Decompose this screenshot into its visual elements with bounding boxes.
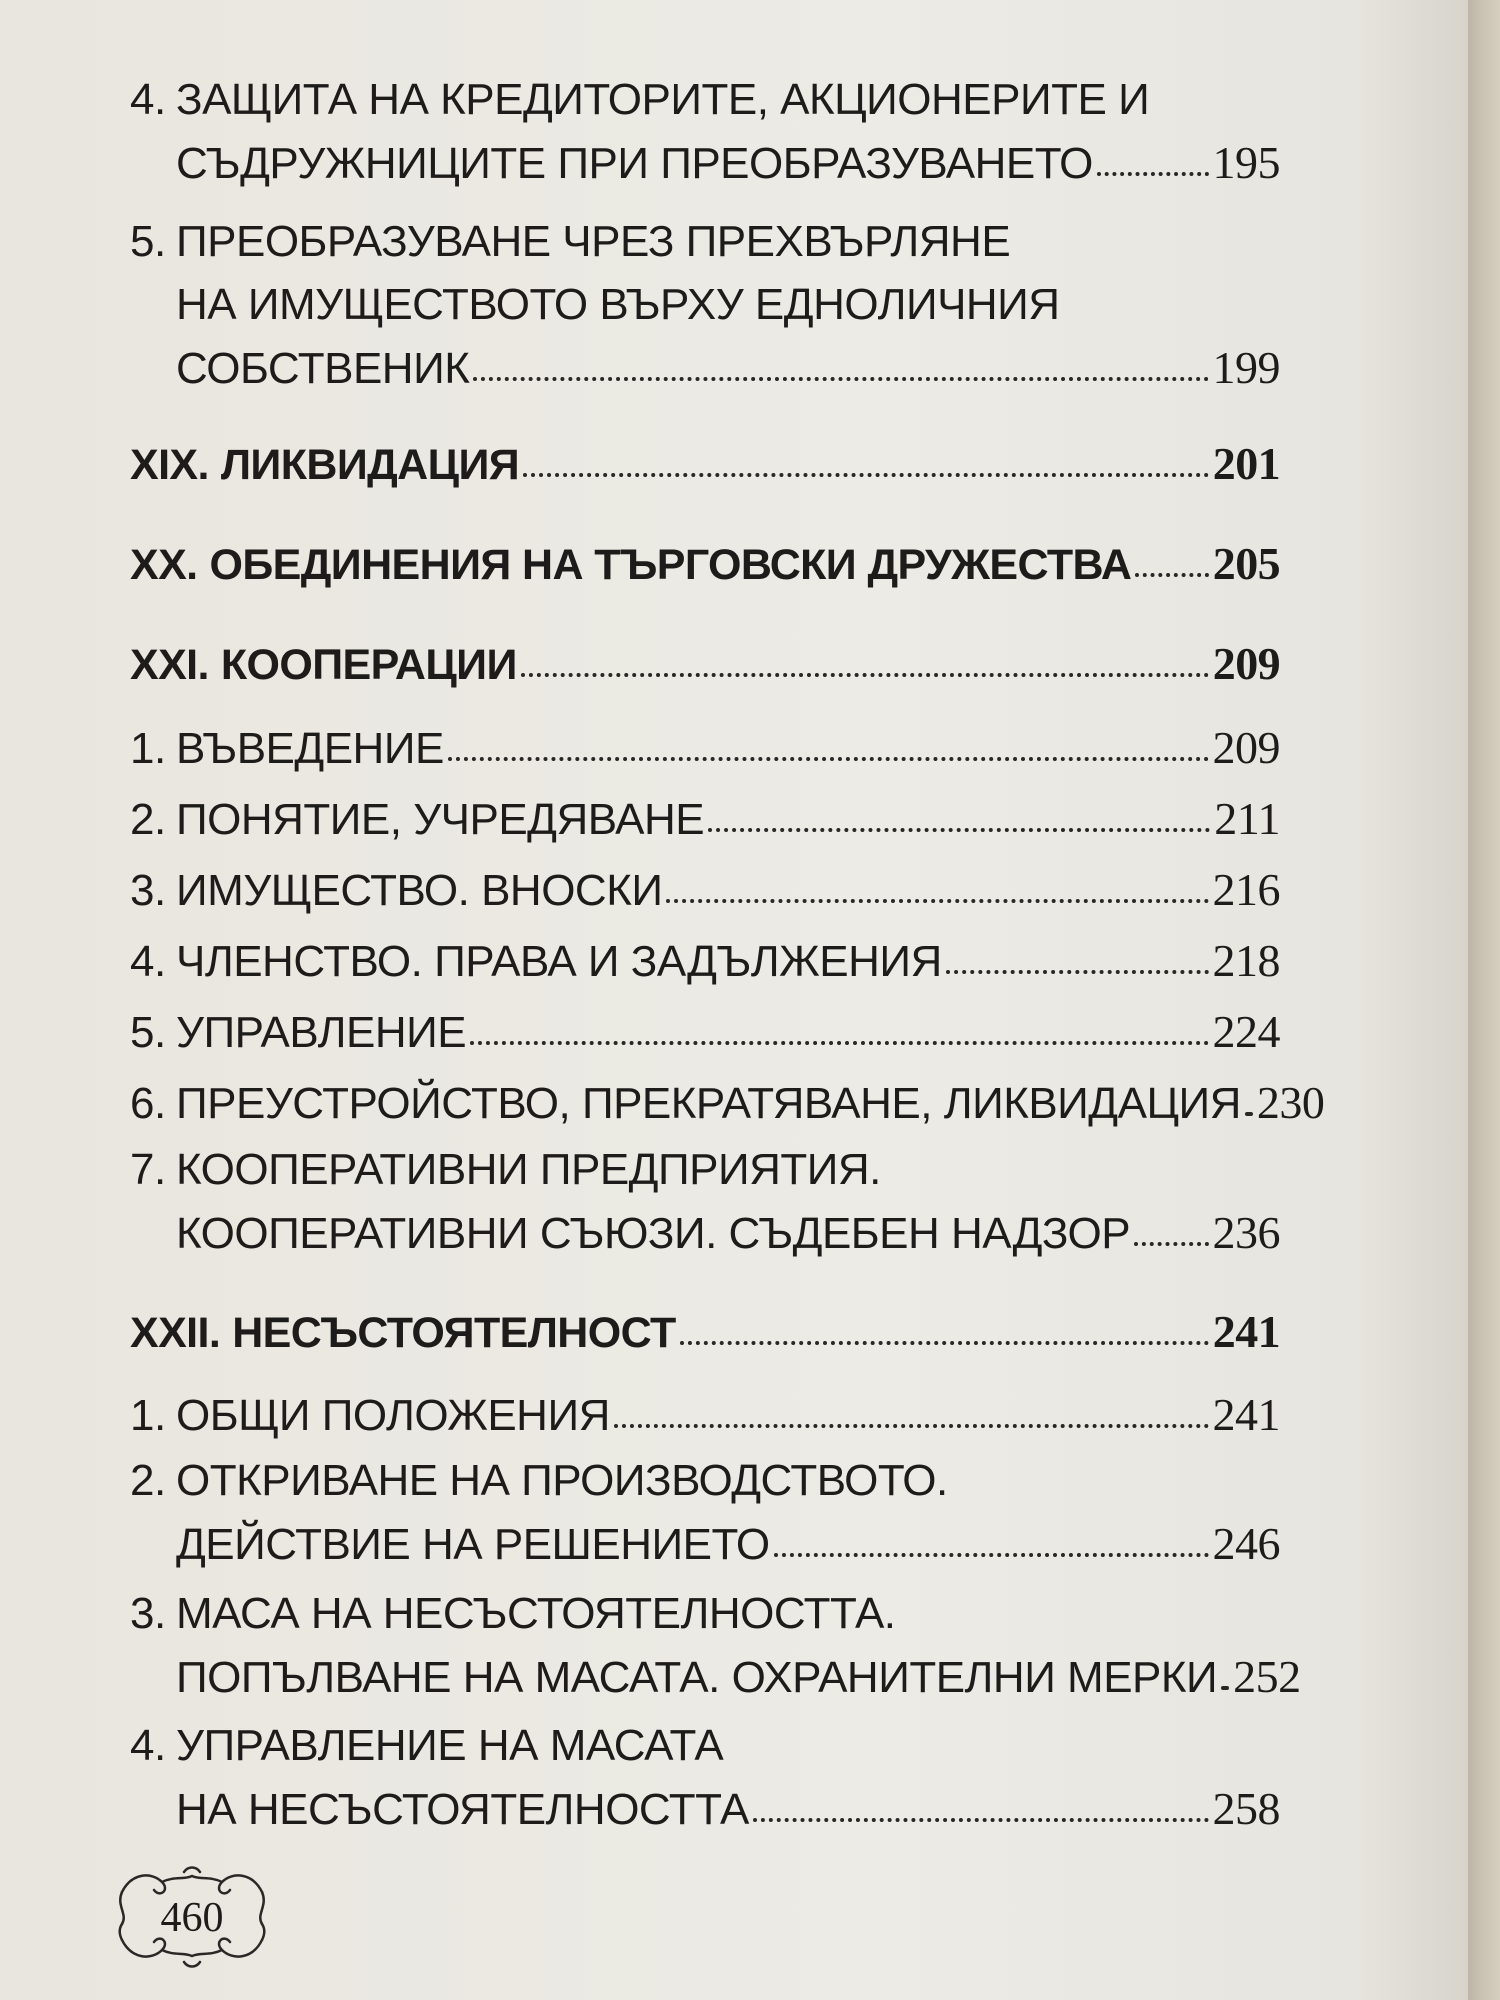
entry-page: 211 xyxy=(1214,793,1280,844)
entry-page: 201 xyxy=(1212,438,1280,489)
leader-dots xyxy=(666,899,1208,903)
entry-title-line: УПРАВЛЕНИЕ xyxy=(176,1008,467,1057)
entry-page: 195 xyxy=(1212,137,1280,188)
entry-title-line: НА ИМУЩЕСТВОТО ВЪРХУ ЕДНОЛИЧНИЯ xyxy=(176,280,1060,329)
entry-number: 1. xyxy=(130,724,166,773)
toc-entry-5-transformation xyxy=(130,210,1280,400)
chapter-title: НЕСЪСТОЯТЕЛНОСТ xyxy=(232,1309,676,1357)
toc-chapter-xxii xyxy=(130,1300,1280,1365)
entry-title-line: СОБСТВЕНИК xyxy=(176,344,470,393)
entry-page: 236 xyxy=(1212,1207,1280,1258)
entry-title-line: ЗАЩИТА НА КРЕДИТОРИТЕ, АКЦИОНЕРИТЕ И xyxy=(176,75,1150,124)
entry-number: 3. xyxy=(130,866,166,915)
entry-number: 4. xyxy=(130,937,166,986)
toc-entry-general-provisions xyxy=(130,1383,1280,1447)
toc-entry-opening-proceedings xyxy=(130,1449,1280,1576)
leader-dots xyxy=(521,673,1209,677)
leader-dots xyxy=(708,828,1210,832)
entry-title-line: ВЪВЕДЕНИЕ xyxy=(176,724,444,773)
toc-entry-restructuring xyxy=(130,1071,1325,1135)
entry-page: 205 xyxy=(1212,538,1280,589)
entry-page: 241 xyxy=(1212,1389,1280,1440)
page-number: 460 xyxy=(160,1895,224,1941)
chapter-number: XXII. xyxy=(130,1309,221,1357)
page-edge xyxy=(1468,0,1500,2000)
entry-number: 2. xyxy=(130,1456,166,1505)
chapter-number: XX. xyxy=(130,541,198,589)
entry-page: 258 xyxy=(1212,1783,1280,1834)
chapter-number: XIX. xyxy=(130,441,209,489)
leader-dots xyxy=(523,473,1209,477)
entry-page: 209 xyxy=(1212,638,1280,689)
entry-title-line: НА НЕСЪСТОЯТЕЛНОСТТА xyxy=(176,1785,749,1834)
entry-page: 241 xyxy=(1212,1306,1280,1357)
toc-entry-estate-management xyxy=(130,1714,1280,1841)
toc-entry-4-creditors xyxy=(130,68,1280,195)
entry-page: 209 xyxy=(1212,722,1280,773)
entry-number: 1. xyxy=(130,1391,166,1440)
chapter-title: КООПЕРАЦИИ xyxy=(220,641,517,689)
entry-title-line: ИМУЩЕСТВО. ВНОСКИ xyxy=(176,866,663,915)
entry-title-line: МАСА НА НЕСЪСТОЯТЕЛНОСТТА. xyxy=(176,1589,896,1638)
entry-title-line: ОБЩИ ПОЛОЖЕНИЯ xyxy=(176,1391,610,1440)
leader-dots xyxy=(680,1341,1209,1345)
leader-dots xyxy=(1097,172,1209,176)
entry-page: 216 xyxy=(1212,864,1280,915)
entry-title-line: СЪДРУЖНИЦИТЕ ПРИ ПРЕОБРАЗУВАНЕТО xyxy=(176,139,1093,188)
leader-dots xyxy=(1134,1242,1208,1246)
entry-title-line: ПОПЪЛВАНЕ НА МАСАТА. ОХРАНИТЕЛНИ МЕРКИ xyxy=(176,1653,1218,1702)
leader-dots xyxy=(473,377,1208,381)
entry-page: 230 xyxy=(1256,1077,1325,1128)
entry-title-line: КООПЕРАТИВНИ СЪЮЗИ. СЪДЕБЕН НАДЗОР xyxy=(176,1209,1131,1258)
toc-entry-property xyxy=(130,858,1280,922)
entry-title-line: ПРЕУСТРОЙСТВО, ПРЕКРАТЯВАНЕ, ЛИКВИДАЦИЯ xyxy=(176,1079,1241,1128)
leader-dots xyxy=(1245,1112,1253,1116)
entry-number: 3. xyxy=(130,1589,166,1638)
toc-entry-membership xyxy=(130,929,1280,993)
toc-chapter-xix xyxy=(130,432,1280,497)
entry-number: 2. xyxy=(130,795,166,844)
entry-title-line: ПРЕОБРАЗУВАНЕ ЧРЕЗ ПРЕХВЪРЛЯНЕ xyxy=(176,217,1011,266)
leader-dots xyxy=(1135,573,1208,577)
entry-page: 218 xyxy=(1212,935,1280,986)
leader-dots xyxy=(470,1041,1208,1045)
leader-dots xyxy=(753,1818,1209,1822)
entry-title-line: ОТКРИВАНЕ НА ПРОИЗВОДСТВОТО. xyxy=(176,1456,948,1505)
entry-number: 7. xyxy=(130,1145,166,1194)
toc-entry-insolvency-estate xyxy=(130,1582,1301,1709)
leader-dots xyxy=(1221,1686,1229,1690)
entry-title-line: ПОНЯТИЕ, УЧРЕДЯВАНЕ xyxy=(176,795,705,844)
entry-page: 224 xyxy=(1212,1006,1280,1057)
leader-dots xyxy=(448,757,1209,761)
chapter-title: ЛИКВИДАЦИЯ xyxy=(220,441,520,489)
entry-title-line: ЧЛЕНСТВО. ПРАВА И ЗАДЪЛЖЕНИЯ xyxy=(176,937,942,986)
entry-page: 199 xyxy=(1212,342,1280,393)
entry-page: 252 xyxy=(1233,1651,1301,1702)
toc-entry-cooperative-enterprises xyxy=(130,1138,1280,1265)
chapter-number: XXI. xyxy=(130,641,209,689)
leader-dots xyxy=(946,970,1209,974)
toc-entry-introduction xyxy=(130,716,1280,780)
entry-number: 5. xyxy=(130,1008,166,1057)
entry-number: 6. xyxy=(130,1079,166,1128)
entry-number: 4. xyxy=(130,75,166,124)
chapter-title: ОБЕДИНЕНИЯ НА ТЪРГОВСКИ ДРУЖЕСТВА xyxy=(209,541,1132,589)
entry-number: 5. xyxy=(130,217,166,266)
entry-title-line: КООПЕРАТИВНИ ПРЕДПРИЯТИЯ. xyxy=(176,1145,881,1194)
entry-number: 4. xyxy=(130,1721,166,1770)
page-number-ornament xyxy=(112,1862,272,1972)
entry-title-line: ДЕЙСТВИЕ НА РЕШЕНИЕТО xyxy=(176,1520,770,1569)
toc-chapter-xxi xyxy=(130,632,1280,697)
toc-chapter-xx xyxy=(130,532,1280,597)
leader-dots xyxy=(774,1553,1209,1557)
toc-entry-concept xyxy=(130,787,1280,851)
entry-page: 246 xyxy=(1212,1518,1280,1569)
entry-title-line: УПРАВЛЕНИЕ НА МАСАТА xyxy=(176,1721,724,1770)
leader-dots xyxy=(614,1424,1209,1428)
toc-entry-management xyxy=(130,1000,1280,1064)
